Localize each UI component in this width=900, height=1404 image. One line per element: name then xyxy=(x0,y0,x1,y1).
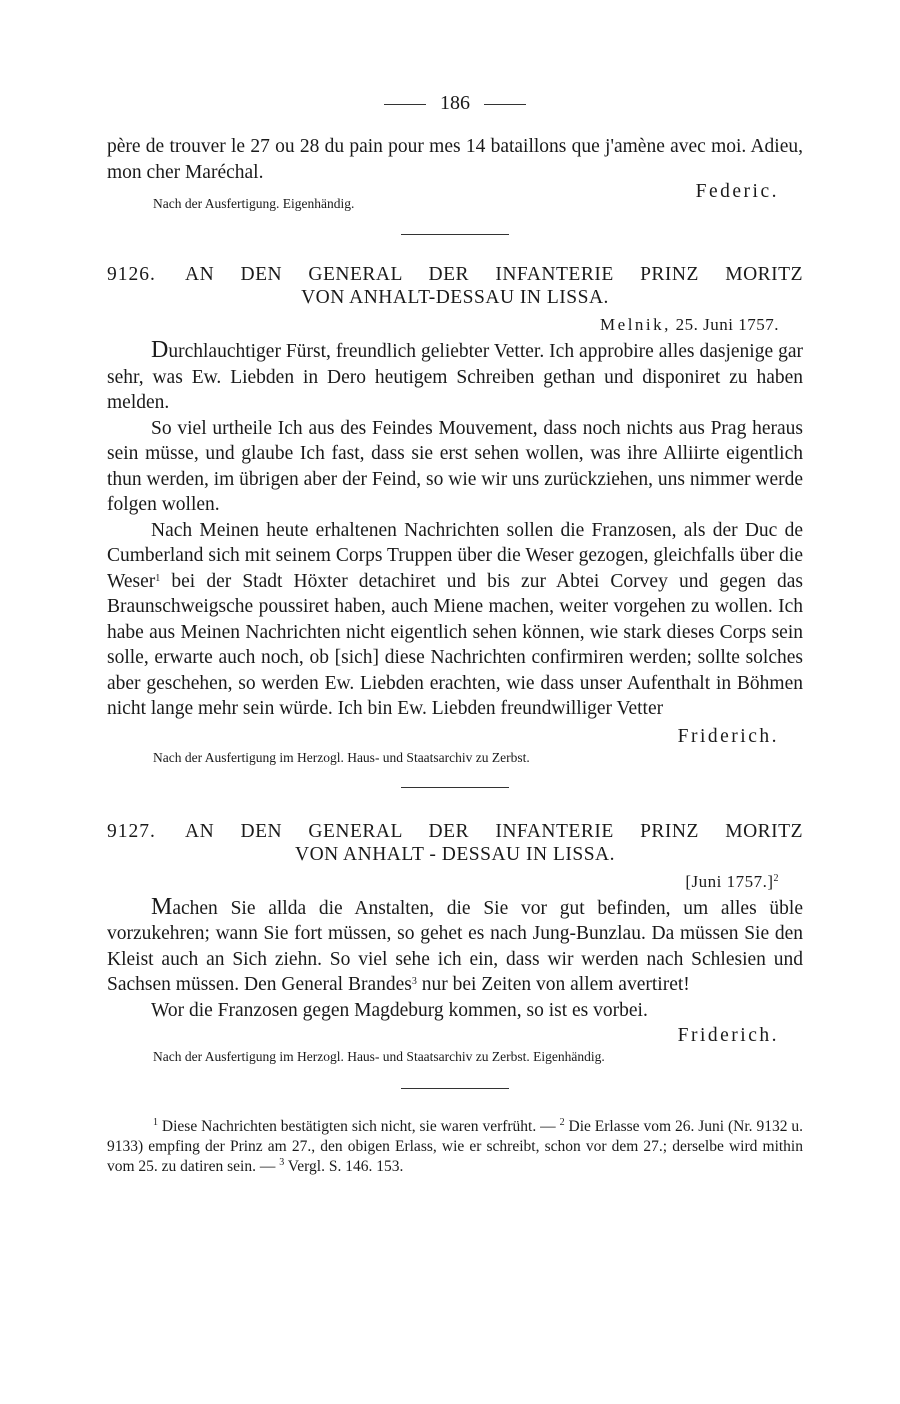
document-page xyxy=(107,88,803,1177)
letter-9127-heading-line2: VON ANHALT - DESSAU IN LISSA. xyxy=(294,843,616,865)
letter-9127-dateline xyxy=(107,871,803,893)
footnote-mark-1: 1 xyxy=(153,1117,158,1128)
intro-closing xyxy=(107,181,803,216)
letter-9127-source-note: Nach der Ausfertigung im Herzogl. Haus- und Staatsarchiv zu Zerbst. Eigenhändig. xyxy=(153,1049,605,1064)
page-number: 186 xyxy=(440,92,470,114)
intro-text: père de trouver le 27 ou 28 du pain pour mes 14 bataillons que j'amène avec moi. Adieu, mon cher Maréchal. xyxy=(107,136,803,183)
footnotes-text xyxy=(107,1117,803,1177)
separator-rule-2 xyxy=(401,787,509,788)
page-header xyxy=(107,88,803,118)
letter-9126-heading-line2: VON ANHALT-DESSAU IN LISSA. xyxy=(301,287,609,308)
letter-9127-date: [Juni 1757.] xyxy=(685,871,774,891)
letter-9126-paragraph-3 xyxy=(107,518,803,722)
letter-9126-place: Melnik, xyxy=(600,315,671,334)
footnotes xyxy=(107,1117,803,1177)
footnote-mark-3: 3 xyxy=(279,1157,285,1168)
letter-9127-signature: Friderich. xyxy=(677,1025,779,1046)
letter-9126-signature: Friderich. xyxy=(677,725,779,747)
letter-9126-dateline xyxy=(107,314,803,336)
letter-9127-number: 9127. xyxy=(107,820,156,842)
letter-9126-heading xyxy=(107,263,803,309)
letter-9126-number: 9126. xyxy=(107,264,156,285)
letter-9126-heading-line1: AN DEN GENERAL DER INFANTERIE PRINZ MORITZ xyxy=(185,264,803,285)
letter-9127-heading xyxy=(107,820,803,866)
letter-9126-paragraph-2: So viel urtheile Ich aus des Feindes Mouvement, dass noch nichts aus Prag heraus sein müsse, und glaube Ich fast, dass sie erst sehen wollen, was ihre Alliirte eigentlich thun werden, im übrigen aber der Feind, so wie wir uns zurückziehen, uns nimmer werde folgen wollen. xyxy=(107,417,803,515)
letter-9127-paragraph-1-part-b: nur bei Zeiten von allem avertiret! xyxy=(416,974,690,995)
letter-9126-date: 25. Juni 1757. xyxy=(675,315,779,334)
letter-9127-paragraph-2: Wor die Franzosen gegen Magdeburg kommen, so ist es vorbei. xyxy=(151,999,648,1021)
footnote-1-text: Diese Nachrichten bestätigten sich nicht, sie waren verfrüht. — xyxy=(158,1118,560,1135)
header-dash-left xyxy=(384,104,426,105)
letter-9127-heading-line1: AN DEN GENERAL DER INFANTERIE PRINZ MORITZ xyxy=(185,820,803,842)
letter-9127-paragraph-1 xyxy=(107,895,803,998)
footnote-mark-2: 2 xyxy=(559,1117,565,1128)
separator-rule-1 xyxy=(401,234,509,235)
intro-source-note: Nach der Ausfertigung. Eigenhändig. xyxy=(153,196,355,211)
footnote-ref-3: 3 xyxy=(411,976,417,987)
letter-9126-paragraph-3-part-a: Nach Meinen heute erhaltenen Nachrichten sollen die Franzosen, als der Duc de Cumberland sich mit seinem Corps Truppen über die Weser gezogen, gleichfalls über die Weser xyxy=(107,519,803,592)
letter-9126-paragraph-1: Durchlauchtiger Fürst, freundlich geliebter Vetter. Ich approbire alles dasjenige gar sehr, was Ew. Liebden in Dero heutigem Schreiben gethan und disponiret zu haben melden. xyxy=(107,337,803,413)
footnote-2-text: Die Erlasse vom 26. Juni (Nr. 9132 u. 9133) empfing der Prinz am 27., den obigen Erlass, wie er schreibt, schon vor dem 27.; derselbe wird mithin vom 25. zu datiren sein. — xyxy=(107,1118,803,1175)
footnote-ref-2: 2 xyxy=(773,872,779,884)
letter-9126-source-note: Nach der Ausfertigung im Herzogl. Haus- und Staatsarchiv zu Zerbst. xyxy=(153,749,530,765)
separator-rule-3 xyxy=(401,1088,509,1089)
letter-9126-paragraph-3-part-b: bei der Stadt Höxter detachiret und bis zur Abtei Corvey und gegen das Braunschweigsche poussiret haben, auch Miene machen, weiter vorgehen zu wollen. Ich habe aus Meinen Nachrichten nicht eigentlich sehen können, wie stark dieses Corps sein solle, erwarte auch noch, ob [sich] diese Nachrichten confirmiren werden; sollte solches aber geschehen, so werden Ew. Liebden erachten, wie dass unser Aufenthalt in Böhmen nicht lange mehr sein würde. Ich bin Ew. Liebden freundwilliger Vetter xyxy=(107,570,803,719)
intro-signature: Federic. xyxy=(695,181,779,202)
footnote-3-text: Vergl. S. 146. 153. xyxy=(284,1158,404,1175)
header-dash-right xyxy=(484,104,526,105)
footnote-ref-1: 1 xyxy=(155,572,161,584)
letter-9127-paragraph-1-part-a: Machen Sie allda die Anstalten, die Sie vor gut befinden, um alles üble vorzukehren; wann Sie fort müssen, so gehet es nach Jung-Bunzlau. Da müssen Sie den Kleist auch an Sich ziehn. So viel sehe ich ein, dass wir werden nach Schlesien und Sachsen müssen. Den General Brandes xyxy=(107,893,803,995)
